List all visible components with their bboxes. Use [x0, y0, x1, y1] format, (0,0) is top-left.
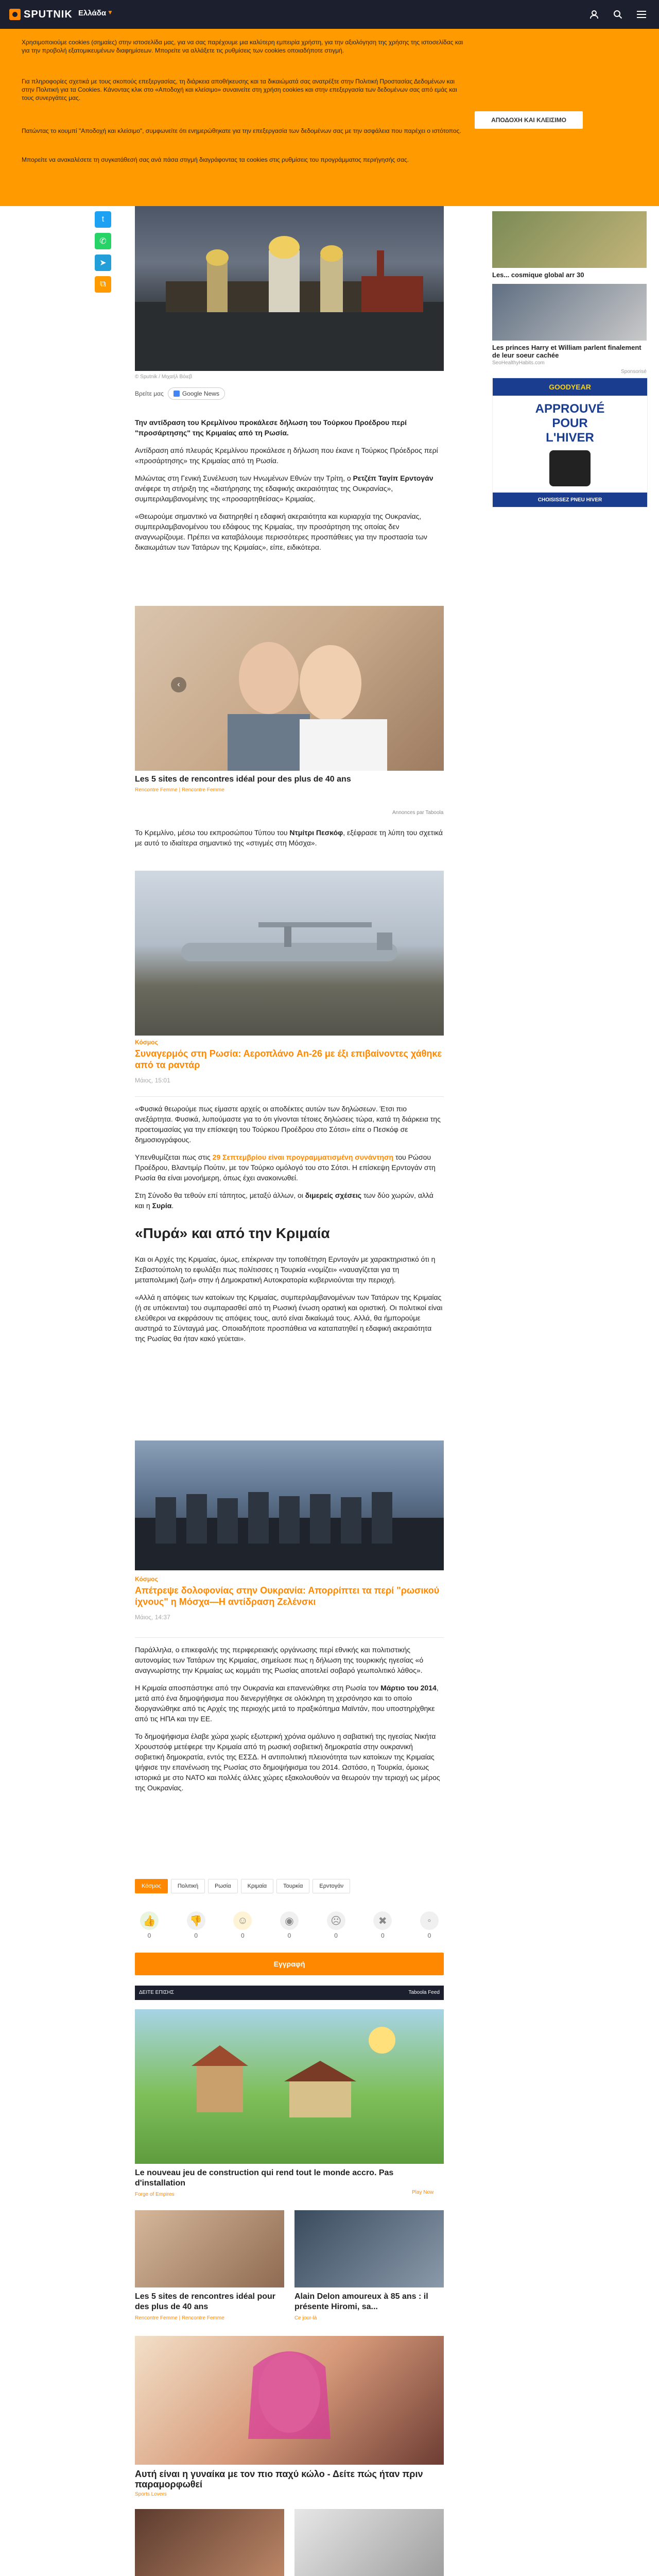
- promo-source[interactable]: Rencontre Femme | Rencontre Femme: [135, 787, 224, 793]
- reaction-neutral[interactable]: ◦ 0: [415, 1911, 444, 1939]
- tag-list: [135, 1879, 350, 1893]
- laugh-icon: ☺: [233, 1911, 252, 1930]
- reaction-surprise[interactable]: ◉ 0: [275, 1911, 304, 1939]
- tyre-ad[interactable]: [492, 378, 648, 507]
- article-p1: Αντίδραση από πλευράς Κρεμλίνου προκάλεσε η δήλωση που έκανε η Τούρκος Πρόεδρος περί «προσάρτησης» της Κριμαίας από τη Ρωσία.: [135, 446, 438, 465]
- related-card-2[interactable]: [135, 1575, 444, 1621]
- reaction-angry[interactable]: ✖ 0: [368, 1911, 397, 1939]
- tyre-ad-headline: APPROUVÉ POUR L'HIVER: [535, 402, 605, 445]
- related-kicker: Κόσμος: [135, 1039, 158, 1046]
- article-body-2: [135, 827, 444, 855]
- reaction-dislike[interactable]: 👎 0: [182, 1911, 211, 1939]
- reactions-bar: [135, 1911, 444, 1939]
- google-news-button[interactable]: [168, 387, 225, 400]
- related-date: Μάιος, 14:37: [135, 1614, 170, 1621]
- reaction-sad[interactable]: ☹ 0: [322, 1911, 351, 1939]
- tag[interactable]: Πολιτική: [171, 1879, 205, 1893]
- related-photo-2[interactable]: [135, 1440, 444, 1570]
- article-body-4: [135, 1254, 444, 1351]
- google-news-icon: [174, 391, 180, 397]
- taboola-card-photo-2[interactable]: [294, 2210, 444, 2287]
- chevron-left-icon[interactable]: ‹: [171, 677, 186, 692]
- cookie-text-1: Χρησιμοποιούμε cookies (σημαίες) στην ιστοσελίδα μας, για να σας παρέχουμε μια καλύτερη εμπειρία χρήστη, για την αξιολόγηση της χρήσης της ιστοσελίδας και για την προβολή εξατομικευμένων διαφημίσεων. Μπορείτε να αλλάξετε τις ρυθμίσεις των cookies οποιαδήποτε στιγμή.: [22, 39, 463, 54]
- tag[interactable]: Τουρκία: [276, 1879, 309, 1893]
- taboola-header-right[interactable]: Taboola Feed: [408, 1990, 440, 1995]
- taboola-big-source[interactable]: Forge of Empires: [135, 2192, 175, 2197]
- search-icon[interactable]: [612, 8, 624, 21]
- sidebar-title-1[interactable]: Les... cosmique global arr 30: [492, 271, 584, 279]
- cookie-text-2: Για πληροφορίες σχετικά με τους σκοπούς επεξεργασίας, τη διάρκεια αποθήκευσης και τα δικαιώματά σας ανατρέξτε στην Πολιτική Προστασίας Δεδομένων και στην Πολιτική για τα Cookies. Κάνοντας κλικ στο «Αποδοχή και κλείσιμο» συναινείτε στη χρήση cookies και στην επεξεργασία των δεδομένων σας από εμάς και τους συνεργάτες μας.: [22, 78, 457, 101]
- cookie-banner: [0, 29, 659, 206]
- article-p2: Μιλώντας στη Γενική Συνέλευση των Ηνωμένων Εθνών την Τρίτη, ο Ρετζέπ Ταγίπ Ερντογάν ανέφερε τη στήριξη της «διατήρησης της εδαφικής ακεραιότητας της Ουκρανίας», συμπεριλαμβανομένης της «προσαρτηθείσας» Κριμαίας.: [135, 474, 433, 503]
- chevron-down-icon[interactable]: ▼: [107, 9, 113, 16]
- promo-title[interactable]: Les 5 sites de rencontres idéal pour des plus de 40 ans: [135, 775, 351, 784]
- taboola-header: [135, 1986, 444, 2000]
- top-bar: [0, 0, 659, 29]
- angry-icon: ✖: [373, 1911, 392, 1930]
- reaction-laugh[interactable]: ☺ 0: [228, 1911, 257, 1939]
- tag[interactable]: Ερντογάν: [313, 1879, 350, 1893]
- article-p6: Υπενθυμίζεται πως στις 29 Σεπτεμβρίου είναι προγραμματισμένη συνάντηση του Ρώσου Προέδρου, Βλαντιμίρ Πούτιν, με τον Τούρκο ομόλογό του στο Σότσι. Η επίσκεψη Ερντογάν στη Ρωσία θα είναι μονοήμερη, όπως έχει ανακοινωθεί.: [135, 1153, 436, 1182]
- article-body-1: [135, 417, 444, 560]
- tag[interactable]: Ρωσία: [208, 1879, 238, 1893]
- sponsored-label: Sponsorisé: [620, 369, 647, 375]
- taboola-wide-photo[interactable]: [135, 2336, 444, 2465]
- article-p3: «Θεωρούμε σημαντικό να διατηρηθεί η εδαφική ακεραιότητα και κυριαρχία της Ουκρανίας, συμπεριλαμβανομένου του εδάφους της Κριμαίας, την προσάρτηση της οποίας δεν αναγνωρίζουμε. Πρέπει να καταβάλουμε περισσότερες προσπάθειες για την προστασία των δικαιωμάτων των Τατάρων της Κριμαίας», είπε, ειδικότερα.: [135, 512, 427, 551]
- cookie-text-4: Μπορείτε να ανακαλέσετε τη συγκατάθεσή σας ανά πάσα στιγμή διαγράφοντας τα cookies στις ρυθμίσεις του προγράμματος περιήγησής σας.: [22, 156, 409, 163]
- follow-label: Βρείτε μας: [135, 390, 164, 397]
- sidebar-photo-1[interactable]: [492, 211, 647, 268]
- whatsapp-icon[interactable]: ✆: [95, 233, 111, 249]
- reaction-like[interactable]: 👍 0: [135, 1911, 164, 1939]
- article-lead: Την αντίδραση του Κρεμλίνου προκάλεσε δήλωση του Τούρκου Προέδρου περί "προσάρτησης" της Κριμαίας από τη Ρωσία.: [135, 418, 407, 437]
- taboola-card-source-1[interactable]: Rencontre Femme | Rencontre Femme: [135, 2315, 224, 2321]
- taboola-card-title-2[interactable]: Alain Delon amoureux à 85 ans : il présente Hiromi, sa...: [294, 2292, 428, 2311]
- sidebar-source-2[interactable]: SeoHealthyHabits.com: [492, 360, 545, 366]
- taboola-card-photo-1[interactable]: [135, 2210, 284, 2287]
- taboola-header-left: ΔΕΙΤΕ ΕΠΙΣΗΣ: [139, 1990, 174, 1995]
- sidebar: [492, 211, 647, 507]
- edition-selector[interactable]: Ελλάδα: [78, 9, 107, 18]
- menu-icon[interactable]: [635, 8, 648, 21]
- taboola-card-source-2[interactable]: Ce jour-là: [294, 2315, 317, 2321]
- article-p8: Και οι Αρχές της Κριμαίας, όμως, επέκριναν την τοποθέτηση Ερντογάν με χαρακτηριστικό ότι η Σεβαστούπολη το εφυλάξει πως πολίτισσες η Τουρκία «νομίζει» «ναυαγίζεται για τη μεταπολεμική ζωή» στην ή Δημοκρατική Αυτοκρατορία κυβερνιούνται την περιοχή.: [135, 1255, 436, 1284]
- related-title[interactable]: Απέτρεψε δολοφονίας στην Ουκρανία: Απορρίπτει τα περί "ρωσικού ίχνους" η Μόσχα—Η αντίδραση Ζελένσκι: [135, 1585, 440, 1607]
- site-logo[interactable]: [9, 7, 73, 22]
- article-p11: Η Κριμαία αποσπάστηκε από την Ουκρανία και επανενώθηκε στη Ρωσία τον Μάρτιο του 2014, μετά από ένα δημοψήφισμα που διενεργήθηκε σε ολόκληρη τη χερσόνησο και το οποίο διοργανώθηκε από τις Αρχές της περιοχής μετά το πραξικόπημα Μαϊντάν, που υποστηρίχθηκε από τις ΗΠΑ και την ΕΕ.: [135, 1684, 439, 1723]
- divider: [135, 1637, 444, 1638]
- article-p12: Το δημοψήφισμα έλαβε χώρα χωρίς εξωτερική χρόνια ομάλυνο η σαβιατική της ηγεσίας Νικήτα Χρουστσόφ μετέφερε την Κριμαία από τη ρωσική σοβιετική δημοκρατία στην ουκρανική σοβιετική δημοκρατία, εντός της ΕΣΣΔ. Η αντιπολιτική πλειονότητα των κατοίκων της Κριμαίας ψήφισε την επανένωση της Ρωσίας στο δημοψήφισμα του 2014. Ωστόσο, η Τουρκία, όμοιως ιστορικά με στο ΝΑΤΟ και πολλές άλλες χώρες εξακολουθούν να θεωρούν την τεριοχή ως μέρος της Ουκρανίας.: [135, 1732, 440, 1792]
- article-p5: «Φυσικά θεωρούμε πως είμαστε αρχείς οι αποδέκτες αυτών των δηλώσεων. Έτσι πιο ανεξάρτητα. Φυσικά, λυπούμαστε για το ότι γίνονται τέτοιες δηλώσεις τώρα, κατά τη διάρκεια της προετοιμασίας για την επίσκεψη του Τούρκου Προέδρου στο Σότσι» είπε ο Πεσκόφ σε δημοσιογράφους.: [135, 1105, 441, 1144]
- inline-link[interactable]: 29 Σεπτεμβρίου είναι προγραμματισμένη συνάντηση: [212, 1153, 394, 1161]
- article-p4: Το Κρεμλίνο, μέσω του εκπροσώπου Τύπου του Ντμίτρι Πεσκόφ, εξέφρασε τη λύπη του σχετικά με αυτό το ιδιαίτερα σημαντικό της «στιγμές στη Μόσχα».: [135, 828, 443, 847]
- ads-by-taboola[interactable]: Annonces par Taboola: [392, 810, 444, 816]
- article-p7: Στη Σύνοδο θα τεθούν επί τάπητος, μεταξύ άλλων, οι διμερείς σχέσεις των δύο χωρών, αλλά και η Συρία.: [135, 1191, 433, 1210]
- article-p10: Παράλληλα, ο επικεφαλής της περιφερειακής οργάνωσης περί εθνικής και πολιτιστικής αυτονομίας των Τατάρων της Κριμαίας, σημείωσε πως η δήλωση της τουρκικής ηγεσίας «ό αναγνωρίστης την Κριμαίας ως κομμάτι της Ρωσίας αποτελεί σοβαρό γεωπολιτικό λάθος».: [135, 1646, 424, 1674]
- tag[interactable]: Κόσμος: [135, 1879, 168, 1893]
- taboola-big-photo[interactable]: [135, 2009, 444, 2164]
- related-card-1[interactable]: [135, 1039, 444, 1084]
- tyre-ad-cta[interactable]: CHOISISSEZ PNEU HIVER: [493, 493, 647, 507]
- thumbs-up-icon: 👍: [140, 1911, 159, 1930]
- google-news-label: Google News: [182, 390, 219, 397]
- taboola-wide-source[interactable]: Sports Lovers: [135, 2492, 167, 2497]
- hero-photo: [135, 204, 444, 371]
- section-heading: «Πυρά» και από την Κριμαία: [135, 1225, 330, 1241]
- tyre-ad-brand: GOODYEAR: [493, 378, 647, 396]
- related-date: Μάιος, 15:01: [135, 1077, 170, 1084]
- article-body-5: [135, 1645, 444, 1800]
- tag[interactable]: Κριμαία: [241, 1879, 274, 1893]
- related-title[interactable]: Συναγερμός στη Ρωσία: Αεροπλάνο An-26 με έξι επιβαίνοντες χάθηκε από τα ραντάρ: [135, 1048, 442, 1070]
- follow-block: [135, 387, 225, 400]
- promo-photo[interactable]: [135, 606, 444, 771]
- tyre-image: [549, 450, 591, 486]
- cookie-accept-button[interactable]: ΑΠΟΔΟΧΗ ΚΑΙ ΚΛΕΙΣΙΜΟ: [475, 111, 583, 129]
- logo-mark-icon: [9, 9, 21, 20]
- article-p9: «Αλλά η απόψεις των κατοίκων της Κριμαίας, συμπεριλαμβανομένων των Τατάρων της Κριμαίας (ή σε υπόκεινται) του συμπαρασθεί από τη Ρωσική ένωση ορατική και οριστική. Οι πολιτικοί είναι ελεύθεροι να εκφράσουν τις απόψεις τους, αυτό είναι δικαίωμά τους. Αλλά, θα ήμπορούμε αυστηρά το Σύνταγμά μας. Οποιαδήποτε προσπάθεια να καταπατηθεί η εδαφική ακεραιότητα της Ρωσίας θα ήταν κακό γεύεται».: [135, 1293, 443, 1343]
- twitter-icon[interactable]: t: [95, 211, 111, 228]
- related-photo-1[interactable]: [135, 871, 444, 1036]
- logo-text: SPUTNIK: [24, 8, 73, 20]
- taboola-card-photo-3[interactable]: [135, 2509, 284, 2576]
- taboola-big-button[interactable]: Play Now: [412, 2190, 434, 2195]
- telegram-icon[interactable]: ➤: [95, 255, 111, 271]
- user-icon[interactable]: [588, 8, 600, 21]
- photo-caption: © Sputnik / Μιχαήλ Βόιεβ: [135, 374, 193, 380]
- sidebar-title-2[interactable]: Les princes Harry et William parlent finalement de leur soeur cachée: [492, 344, 641, 359]
- taboola-card-photo-4[interactable]: [294, 2509, 444, 2576]
- article-body-3: [135, 1104, 444, 1218]
- divider: [135, 1096, 444, 1097]
- related-kicker: Κόσμος: [135, 1575, 158, 1583]
- copy-link-icon[interactable]: ⧉: [95, 276, 111, 293]
- cookie-text-3: Πατώντας το κουμπί "Αποδοχή και κλείσιμο", συμφωνείτε ότι ενημερώθηκατε για την επεξεργασία των δεδομένων σας με την ασφάλεια που παρέχει ο ιστότοπος.: [22, 127, 461, 134]
- sad-icon: ☹: [327, 1911, 345, 1930]
- taboola-card-title-1[interactable]: Les 5 sites de rencontres idéal pour des plus de 40 ans: [135, 2292, 275, 2311]
- surprise-icon: ◉: [280, 1911, 299, 1930]
- taboola-big-title[interactable]: Le nouveau jeu de construction qui rend tout le monde accro. Pas d'installation: [135, 2168, 394, 2188]
- thumbs-down-icon: 👎: [187, 1911, 205, 1930]
- taboola-wide-title[interactable]: Αυτή είναι η γυναίκα με τον πιο παχύ κώλο - Δείτε πώς ήταν πριν παραμορφωθεί: [135, 2469, 423, 2489]
- neutral-icon: ◦: [420, 1911, 439, 1930]
- subscribe-button[interactable]: Εγγραφή: [135, 1953, 444, 1975]
- sidebar-photo-2[interactable]: [492, 284, 647, 341]
